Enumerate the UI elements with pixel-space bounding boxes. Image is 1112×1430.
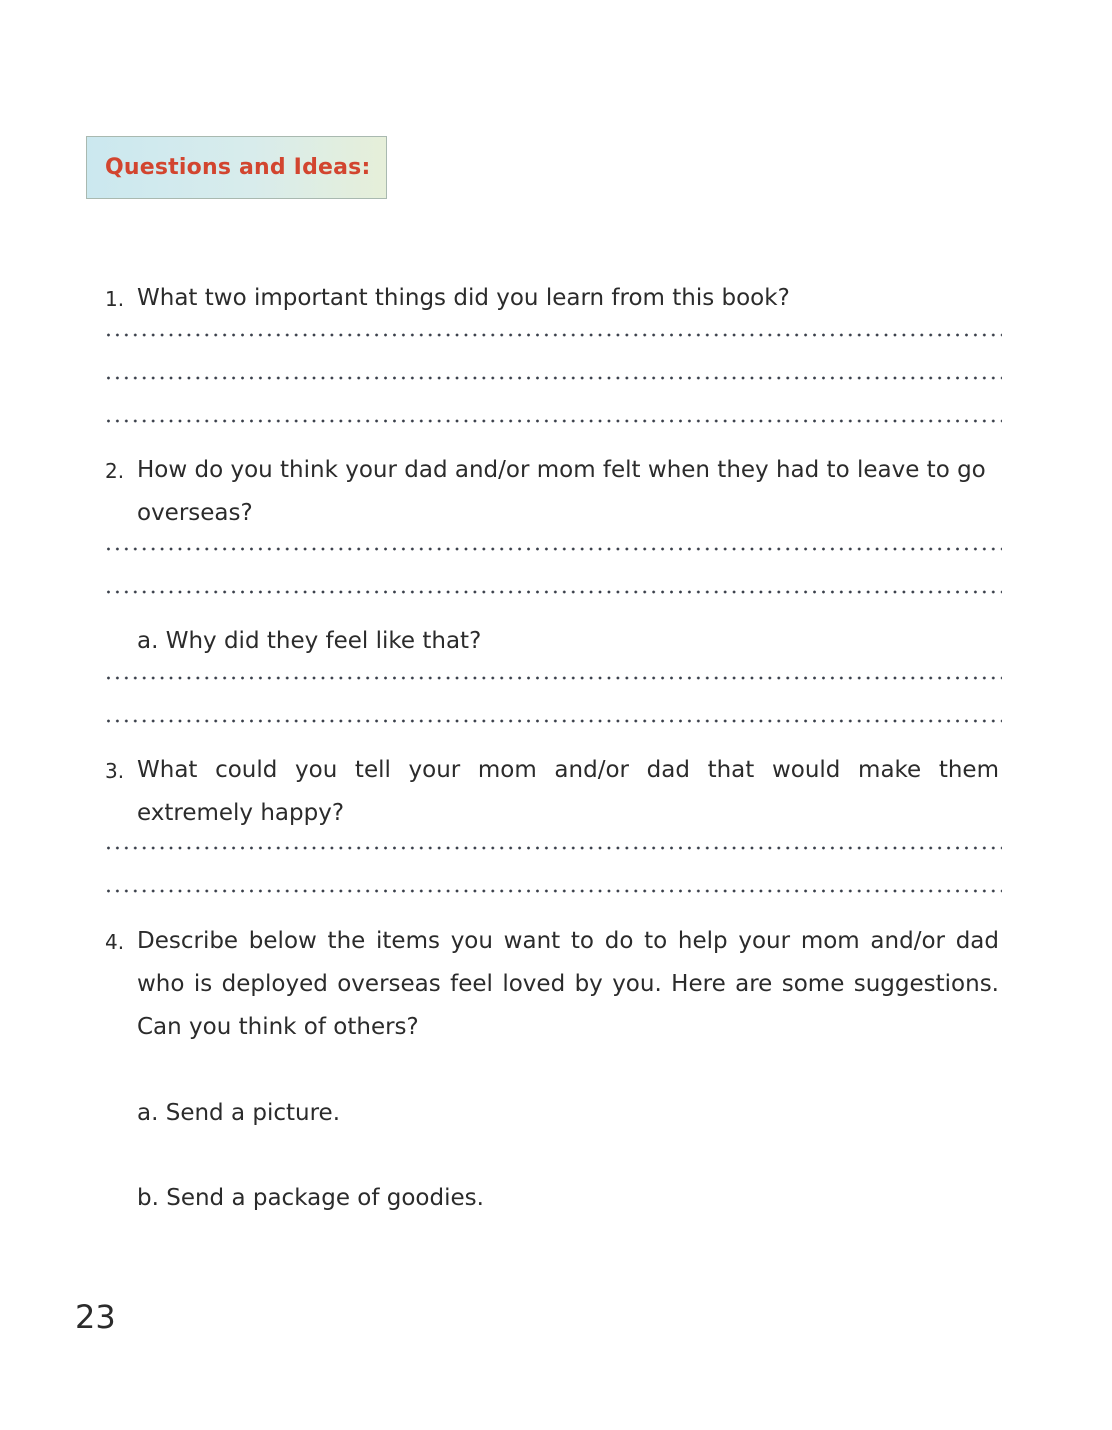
question-2a-text: a. Why did they feel like that? — [137, 628, 482, 654]
question-4-text-line-1: Describe below the items you want to do to help your mom and/or dad — [137, 928, 999, 954]
answer-line[interactable] — [104, 676, 1002, 680]
question-4-text-line-2: who is deployed overseas feel loved by you. Here are some suggestions. — [137, 971, 999, 997]
question-2-text-line-1: How do you think your dad and/or mom felt when they had to leave to go — [137, 457, 986, 483]
answer-line[interactable] — [104, 889, 1002, 893]
answer-line[interactable] — [104, 333, 1002, 337]
question-3-text-line-1: What could you tell your mom and/or dad that would make them — [137, 757, 999, 783]
question-1-number: 1. — [105, 287, 125, 311]
question-3-text-line-2: extremely happy? — [137, 800, 345, 826]
page-number: 23 — [75, 1298, 116, 1336]
answer-line[interactable] — [104, 846, 1002, 850]
answer-line[interactable] — [104, 376, 1002, 380]
question-4-text-line-3: Can you think of others? — [137, 1014, 419, 1040]
answer-line[interactable] — [104, 547, 1002, 551]
question-2-number: 2. — [105, 459, 125, 483]
answer-line[interactable] — [104, 719, 1002, 723]
section-heading: Questions and Ideas: — [105, 155, 371, 180]
question-2-text-line-2: overseas? — [137, 500, 253, 526]
answer-line[interactable] — [104, 419, 1002, 423]
section-heading-box — [86, 136, 387, 199]
question-1-text: What two important things did you learn from this book? — [137, 285, 790, 311]
answer-line[interactable] — [104, 590, 1002, 594]
suggestion-b: b. Send a package of goodies. — [137, 1185, 484, 1211]
question-4-number: 4. — [105, 930, 125, 954]
question-3-number: 3. — [105, 759, 125, 783]
suggestion-a: a. Send a picture. — [137, 1100, 341, 1126]
